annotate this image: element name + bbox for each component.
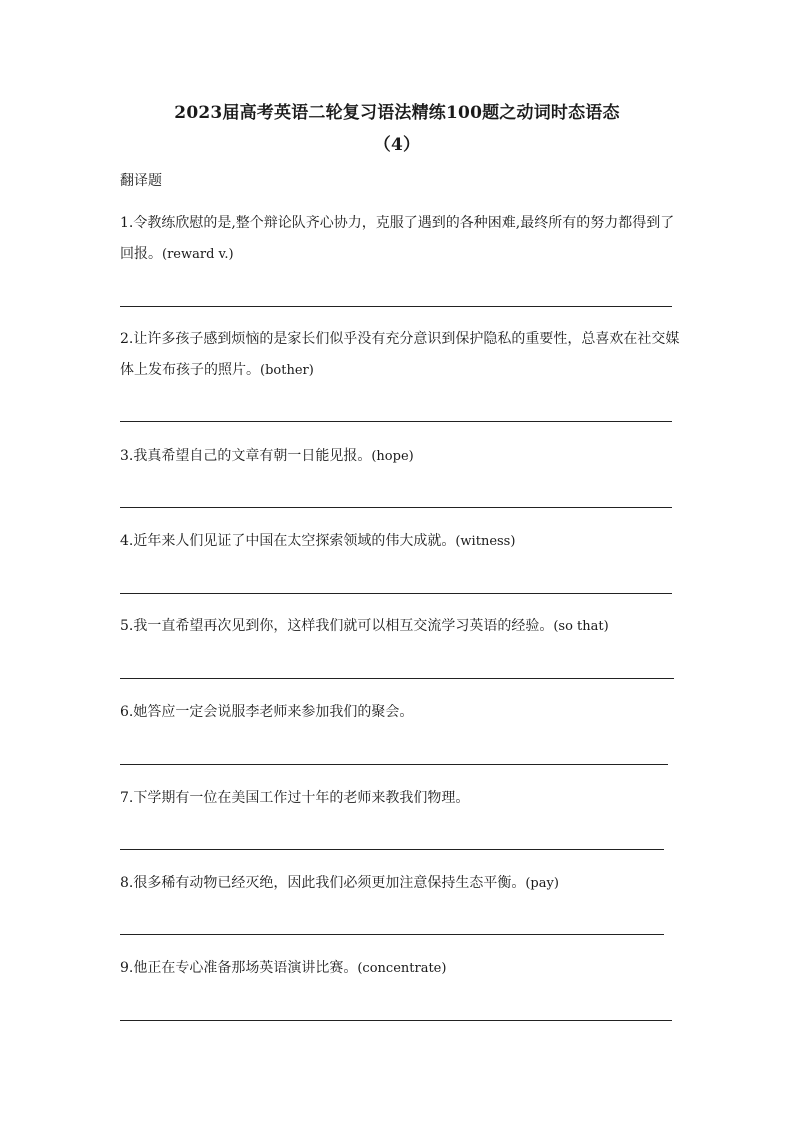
- section-heading: 翻译题: [120, 173, 162, 189]
- question-hint: (bother): [260, 363, 314, 378]
- question-hint: (witness): [455, 534, 516, 549]
- question-4: [120, 526, 680, 557]
- document-title-number: （4）: [373, 135, 421, 155]
- question-8: [120, 868, 680, 899]
- question-2: [120, 324, 680, 386]
- answer-line-6[interactable]: [120, 764, 668, 765]
- answer-line-5[interactable]: [120, 678, 674, 679]
- question-hint: (concentrate): [357, 961, 447, 976]
- answer-line-3[interactable]: [120, 507, 672, 508]
- question-1: [120, 208, 680, 270]
- question-text: 2.让许多孩子感到烦恼的是家长们似乎没有充分意识到保护隐私的重要性，总喜欢在社交媒体上发布孩子的照片。: [120, 331, 680, 378]
- question-hint: (reward v.): [162, 247, 234, 262]
- question-hint: (so that): [553, 619, 609, 634]
- answer-line-2[interactable]: [120, 421, 672, 422]
- document-title: 2023届高考英语二轮复习语法精练100题之动词时态语态: [174, 103, 620, 123]
- answer-line-9[interactable]: [120, 1020, 672, 1021]
- question-text: 6.她答应一定会说服李老师来参加我们的聚会。: [120, 704, 414, 720]
- answer-line-7[interactable]: [120, 849, 664, 850]
- question-text: 9.他正在专心准备那场英语演讲比赛。: [120, 960, 358, 976]
- question-hint: (hope): [371, 449, 414, 464]
- answer-line-1[interactable]: [120, 306, 672, 307]
- question-text: 5.我一直希望再次见到你，这样我们就可以相互交流学习英语的经验。: [120, 618, 554, 634]
- question-text: 7.下学期有一位在美国工作过十年的老师来教我们物理。: [120, 790, 470, 806]
- question-9: [120, 953, 680, 984]
- question-5: [120, 611, 680, 642]
- question-6: [120, 697, 680, 728]
- question-hint: (pay): [525, 876, 559, 891]
- question-3: [120, 441, 680, 472]
- question-text: 1.令教练欣慰的是,整个辩论队齐心协力，克服了遇到的各种困难,最终所有的努力都得到了回报。: [120, 215, 675, 262]
- question-text: 8.很多稀有动物已经灭绝，因此我们必须更加注意保持生态平衡。: [120, 875, 526, 891]
- question-text: 4.近年来人们见证了中国在太空探索领域的伟大成就。: [120, 533, 456, 549]
- question-7: [120, 783, 680, 814]
- question-text: 3.我真希望自己的文章有朝一日能见报。: [120, 448, 372, 464]
- answer-line-4[interactable]: [120, 593, 672, 594]
- answer-line-8[interactable]: [120, 934, 664, 935]
